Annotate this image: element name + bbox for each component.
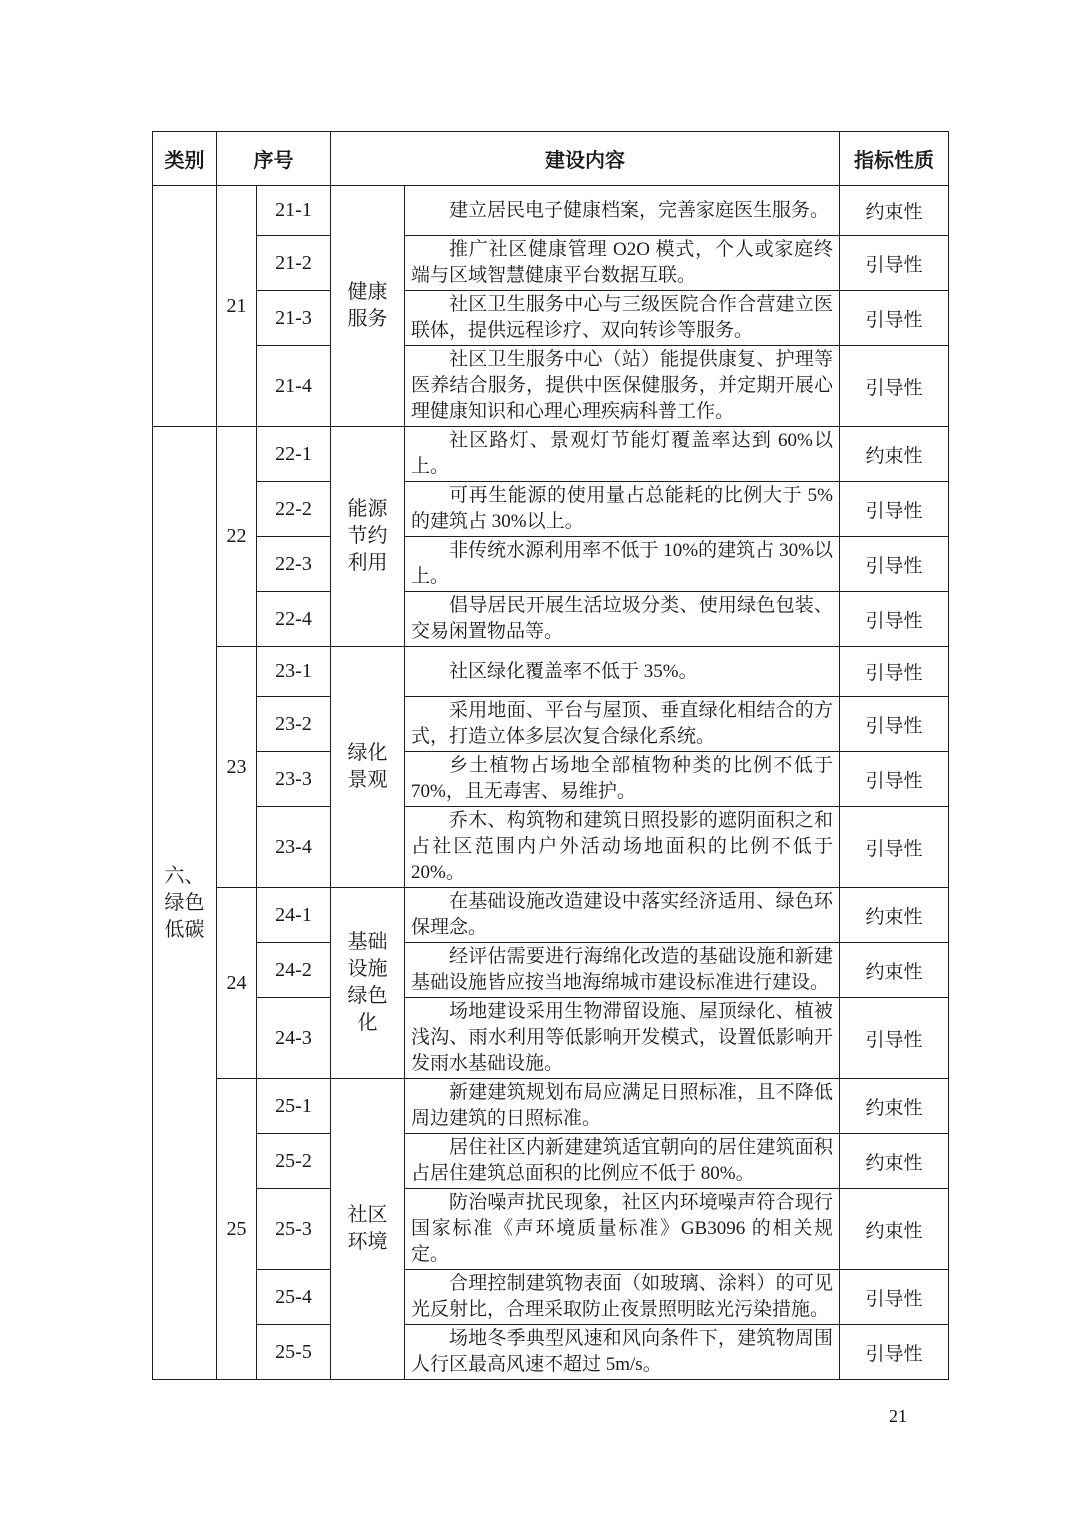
indicator-cell: 引导性 — [840, 998, 949, 1079]
indicator-table — [152, 131, 949, 1380]
subcategory-cell: 绿化景观 — [331, 647, 405, 888]
subcategory-cell: 社区环境 — [331, 1079, 405, 1380]
table-row — [153, 291, 949, 346]
table-row — [153, 647, 949, 697]
table-row — [153, 807, 949, 888]
table-row — [153, 752, 949, 807]
item-number-cell: 25-1 — [257, 1079, 331, 1134]
content-text: 社区绿化覆盖率不低于 35%。 — [449, 660, 698, 682]
item-number-cell: 21-1 — [257, 186, 331, 236]
item-number-cell: 23-1 — [257, 647, 331, 697]
subcategory-cell: 健康服务 — [331, 186, 405, 427]
content-cell — [405, 1189, 840, 1270]
indicator-cell: 引导性 — [840, 236, 949, 291]
content-cell — [405, 537, 840, 592]
content-text: 采用地面、平台与屋顶、垂直绿化相结合的方式，打造立体多层次复合绿化系统。 — [411, 700, 833, 747]
category-cell: 六、绿色低碳 — [153, 427, 217, 1380]
indicator-cell: 约束性 — [840, 943, 949, 998]
content-cell — [405, 236, 840, 291]
table-row — [153, 236, 949, 291]
content-cell — [405, 1134, 840, 1189]
content-text: 可再生能源的使用量占总能耗的比例大于 5%的建筑占 30%以上。 — [411, 485, 833, 532]
content-text: 乔木、构筑物和建筑日照投影的遮阴面积之和占社区范围内户外活动场地面积的比例不低于 20%。 — [411, 810, 833, 883]
indicator-cell: 引导性 — [840, 697, 949, 752]
group-number-cell: 24 — [217, 888, 257, 1079]
indicator-cell: 约束性 — [840, 427, 949, 482]
content-text: 经评估需要进行海绵化改造的基础设施和新建基础设施皆应按当地海绵城市建设标准进行建设。 — [411, 946, 833, 993]
content-cell — [405, 807, 840, 888]
table-row — [153, 537, 949, 592]
page-number: 21 — [889, 1406, 907, 1426]
content-cell — [405, 427, 840, 482]
item-number-cell: 21-4 — [257, 346, 331, 427]
indicator-cell: 约束性 — [840, 186, 949, 236]
content-text: 合理控制建筑物表面（如玻璃、涂料）的可见光反射比，合理采取防止夜景照明眩光污染措施。 — [411, 1273, 833, 1320]
table-row — [153, 346, 949, 427]
item-number-cell: 24-2 — [257, 943, 331, 998]
subcategory-cell: 能源节约利用 — [331, 427, 405, 647]
content-text: 在基础设施改造建设中落实经济适用、绿色环保理念。 — [411, 891, 833, 938]
content-cell — [405, 752, 840, 807]
indicator-cell: 引导性 — [840, 647, 949, 697]
content-text: 推广社区健康管理 O2O 模式，个人或家庭终端与区域智慧健康平台数据互联。 — [411, 239, 833, 286]
content-text: 倡导居民开展生活垃圾分类、使用绿色包装、交易闲置物品等。 — [411, 595, 833, 642]
content-cell — [405, 346, 840, 427]
header-indicator: 指标性质 — [840, 132, 949, 186]
group-number-cell: 23 — [217, 647, 257, 888]
content-cell — [405, 186, 840, 236]
content-cell — [405, 998, 840, 1079]
indicator-cell: 引导性 — [840, 807, 949, 888]
item-number-cell: 22-4 — [257, 592, 331, 647]
content-text: 非传统水源利用率不低于 10%的建筑占 30%以上。 — [411, 540, 833, 587]
item-number-cell: 22-2 — [257, 482, 331, 537]
indicator-cell: 约束性 — [840, 1189, 949, 1270]
item-number-cell: 21-3 — [257, 291, 331, 346]
content-cell — [405, 1270, 840, 1325]
content-text: 社区卫生服务中心与三级医院合作合营建立医联体，提供远程诊疗、双向转诊等服务。 — [411, 294, 833, 341]
item-number-cell: 23-2 — [257, 697, 331, 752]
item-number-cell: 21-2 — [257, 236, 331, 291]
header-category: 类别 — [153, 132, 217, 186]
table-row — [153, 427, 949, 482]
content-cell — [405, 647, 840, 697]
item-number-cell: 24-3 — [257, 998, 331, 1079]
item-number-cell: 23-4 — [257, 807, 331, 888]
table-row — [153, 592, 949, 647]
item-number-cell: 25-3 — [257, 1189, 331, 1270]
table-row — [153, 1325, 949, 1380]
category-cell — [153, 186, 217, 427]
content-text: 防治噪声扰民现象，社区内环境噪声符合现行国家标准《声环境质量标准》GB3096 的相关规定。 — [411, 1192, 833, 1265]
content-cell — [405, 1325, 840, 1380]
table-row — [153, 697, 949, 752]
content-text: 乡土植物占场地全部植物种类的比例不低于 70%，且无毒害、易维护。 — [411, 755, 833, 802]
group-number-cell: 21 — [217, 186, 257, 427]
indicator-cell: 引导性 — [840, 592, 949, 647]
content-text: 场地冬季典型风速和风向条件下，建筑物周围人行区最高风速不超过 5m/s。 — [411, 1328, 833, 1375]
group-number-cell: 22 — [217, 427, 257, 647]
item-number-cell: 25-4 — [257, 1270, 331, 1325]
table-row — [153, 1189, 949, 1270]
header-serial-no: 序号 — [217, 132, 331, 186]
table-row — [153, 1134, 949, 1189]
group-number-cell: 25 — [217, 1079, 257, 1380]
content-text: 社区卫生服务中心（站）能提供康复、护理等医养结合服务，提供中医保健服务，并定期开展心理健康知识和心理心理疾病科普工作。 — [411, 349, 833, 422]
table-row — [153, 1270, 949, 1325]
content-cell — [405, 592, 840, 647]
content-cell — [405, 697, 840, 752]
item-number-cell: 23-3 — [257, 752, 331, 807]
item-number-cell: 24-1 — [257, 888, 331, 943]
content-cell — [405, 888, 840, 943]
indicator-cell: 引导性 — [840, 291, 949, 346]
item-number-cell: 22-1 — [257, 427, 331, 482]
content-cell — [405, 1079, 840, 1134]
subcategory-cell: 基础设施绿色化 — [331, 888, 405, 1079]
indicator-cell: 约束性 — [840, 1079, 949, 1134]
content-text: 居住社区内新建建筑适宜朝向的居住建筑面积占居住建筑总面积的比例应不低于 80%。 — [411, 1137, 833, 1184]
table-row — [153, 943, 949, 998]
content-text: 场地建设采用生物滞留设施、屋顶绿化、植被浅沟、雨水利用等低影响开发模式，设置低影响开发雨水基础设施。 — [411, 1001, 833, 1074]
content-cell — [405, 943, 840, 998]
content-cell — [405, 291, 840, 346]
indicator-cell: 约束性 — [840, 888, 949, 943]
indicator-cell: 引导性 — [840, 1270, 949, 1325]
header-content: 建设内容 — [331, 132, 840, 186]
indicator-cell: 引导性 — [840, 482, 949, 537]
indicator-cell: 引导性 — [840, 752, 949, 807]
content-text: 新建建筑规划布局应满足日照标准，且不降低周边建筑的日照标准。 — [411, 1082, 833, 1129]
indicator-cell: 约束性 — [840, 1134, 949, 1189]
table-row — [153, 998, 949, 1079]
table-row — [153, 1079, 949, 1134]
content-text: 建立居民电子健康档案，完善家庭医生服务。 — [449, 199, 830, 221]
content-text: 社区路灯、景观灯节能灯覆盖率达到 60%以上。 — [411, 430, 833, 477]
table-row — [153, 482, 949, 537]
table-header-row — [153, 132, 949, 186]
content-cell — [405, 482, 840, 537]
indicator-cell: 引导性 — [840, 537, 949, 592]
item-number-cell: 25-2 — [257, 1134, 331, 1189]
table-row — [153, 888, 949, 943]
indicator-cell: 引导性 — [840, 346, 949, 427]
item-number-cell: 25-5 — [257, 1325, 331, 1380]
item-number-cell: 22-3 — [257, 537, 331, 592]
table-row — [153, 186, 949, 236]
indicator-cell: 引导性 — [840, 1325, 949, 1380]
